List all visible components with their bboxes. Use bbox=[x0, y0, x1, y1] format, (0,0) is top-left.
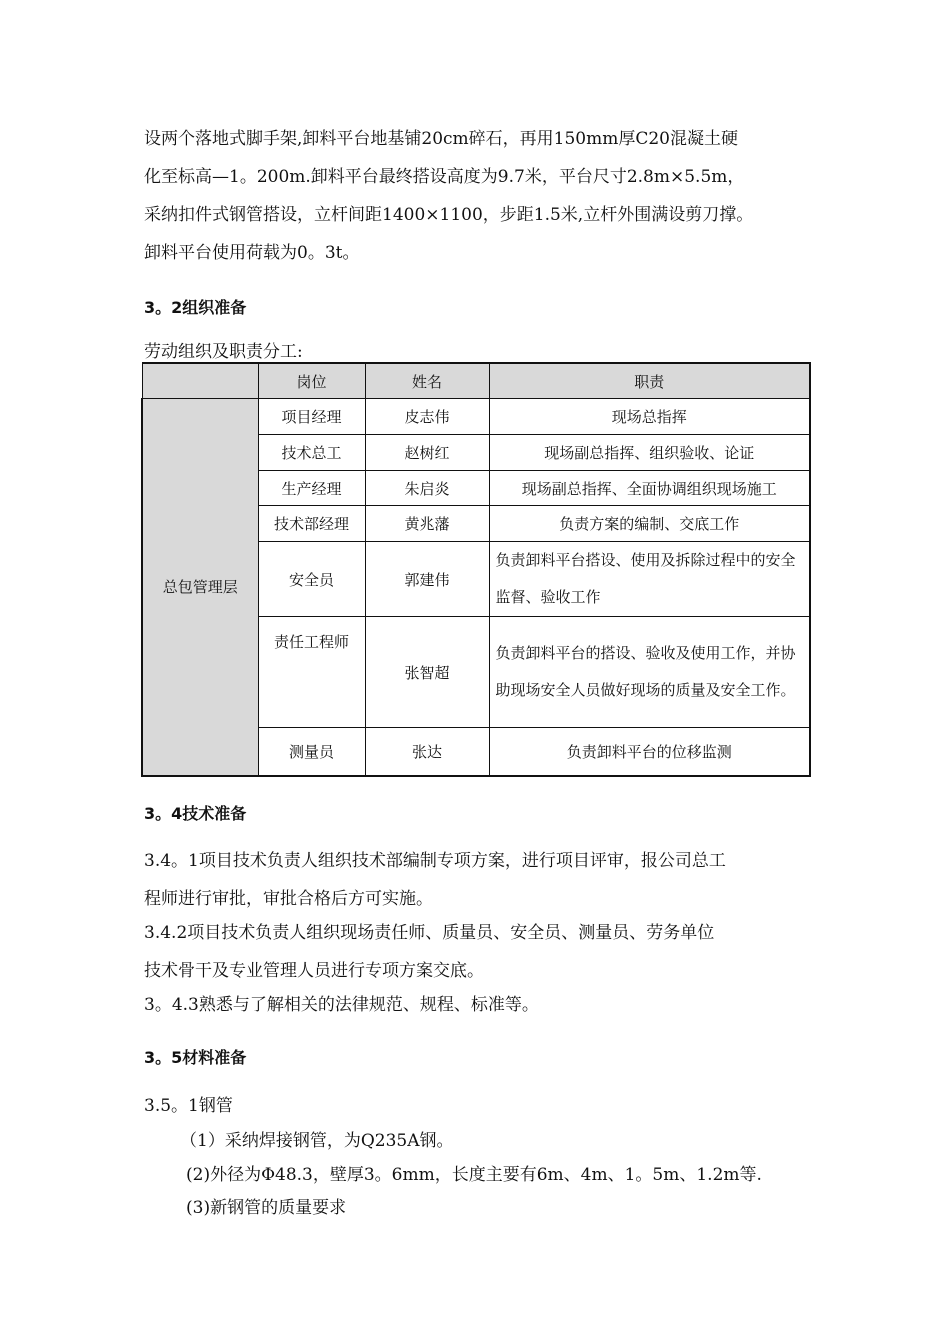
sub-heading: 3.5。1钢管 bbox=[144, 1096, 233, 1116]
name-cell: 朱启炎 bbox=[365, 471, 489, 506]
duty-cell: 负责方案的编制、交底工作 bbox=[489, 506, 810, 542]
intro-line: 卸料平台使用荷载为0。3t。 bbox=[144, 243, 360, 263]
duty-cell: 负责卸料平台的位移监测 bbox=[489, 728, 810, 776]
duty-cell: 负责卸料平台的搭设、验收及使用工作，并协助现场安全人员做好现场的质量及安全工作。 bbox=[489, 617, 810, 728]
duty-cell: 现场副总指挥、全面协调组织现场施工 bbox=[489, 471, 810, 506]
section-heading-3-4: 3。4技术准备 bbox=[144, 804, 247, 823]
table-caption: 劳动组织及职责分工: bbox=[144, 342, 303, 362]
header-cell-role: 岗位 bbox=[258, 363, 365, 399]
intro-line: 采纳扣件式钢管搭设，立杆间距1400×1100，步距1.5米,立杆外围满设剪刀撑。 bbox=[144, 205, 754, 225]
header-cell-duty: 职责 bbox=[489, 363, 810, 399]
section-heading-3-2: 3。2组织准备 bbox=[144, 298, 247, 317]
name-cell: 赵树红 bbox=[365, 435, 489, 471]
body-line: 3.4。1项目技术负责人组织技术部编制专项方案，进行项目评审，报公司总工 bbox=[144, 851, 726, 871]
role-cell: 安全员 bbox=[258, 542, 365, 617]
header-cell-name: 姓名 bbox=[365, 363, 489, 399]
staff-table bbox=[141, 362, 811, 777]
body-line: 程师进行审批，审批合格后方可实施。 bbox=[144, 889, 433, 909]
role-cell: 项目经理 bbox=[258, 399, 365, 435]
name-cell: 张达 bbox=[365, 728, 489, 776]
duty-cell: 现场总指挥 bbox=[489, 399, 810, 435]
table-row bbox=[142, 399, 810, 435]
intro-line: 化至标高—1。200m.卸料平台最终搭设高度为9.7米，平台尺寸2.8m×5.5m， bbox=[144, 167, 745, 187]
name-cell: 张智超 bbox=[365, 617, 489, 728]
section-heading-3-5: 3。5材料准备 bbox=[144, 1048, 247, 1067]
group-cell: 总包管理层 bbox=[142, 399, 258, 776]
duty-cell: 现场副总指挥、组织验收、论证 bbox=[489, 435, 810, 471]
role-cell: 责任工程师 bbox=[258, 617, 365, 728]
name-cell: 皮志伟 bbox=[365, 399, 489, 435]
role-cell: 生产经理 bbox=[258, 471, 365, 506]
name-cell: 郭建伟 bbox=[365, 542, 489, 617]
table-header-row bbox=[142, 363, 810, 399]
list-item: (2)外径为Φ48.3，壁厚3。6mm，长度主要有6m、4m、1。5m、1.2m等. bbox=[186, 1165, 762, 1185]
role-cell: 技术总工 bbox=[258, 435, 365, 471]
role-cell: 技术部经理 bbox=[258, 506, 365, 542]
name-cell: 黄兆藩 bbox=[365, 506, 489, 542]
duty-cell: 负责卸料平台搭设、使用及拆除过程中的安全监督、验收工作 bbox=[489, 542, 810, 617]
body-line: 3。4.3熟悉与了解相关的法律规范、规程、标准等。 bbox=[144, 995, 539, 1015]
header-cell-blank bbox=[142, 363, 258, 399]
body-line: 技术骨干及专业管理人员进行专项方案交底。 bbox=[144, 961, 484, 981]
role-cell: 测量员 bbox=[258, 728, 365, 776]
intro-line: 设两个落地式脚手架,卸料平台地基铺20cm碎石，再用150mm厚C20混凝土硬 bbox=[144, 129, 739, 149]
body-line: 3.4.2项目技术负责人组织现场责任师、质量员、安全员、测量员、劳务单位 bbox=[144, 923, 715, 943]
list-item: （1）采纳焊接钢管，为Q235A钢。 bbox=[180, 1131, 454, 1151]
list-item: (3)新钢管的质量要求 bbox=[186, 1198, 347, 1218]
